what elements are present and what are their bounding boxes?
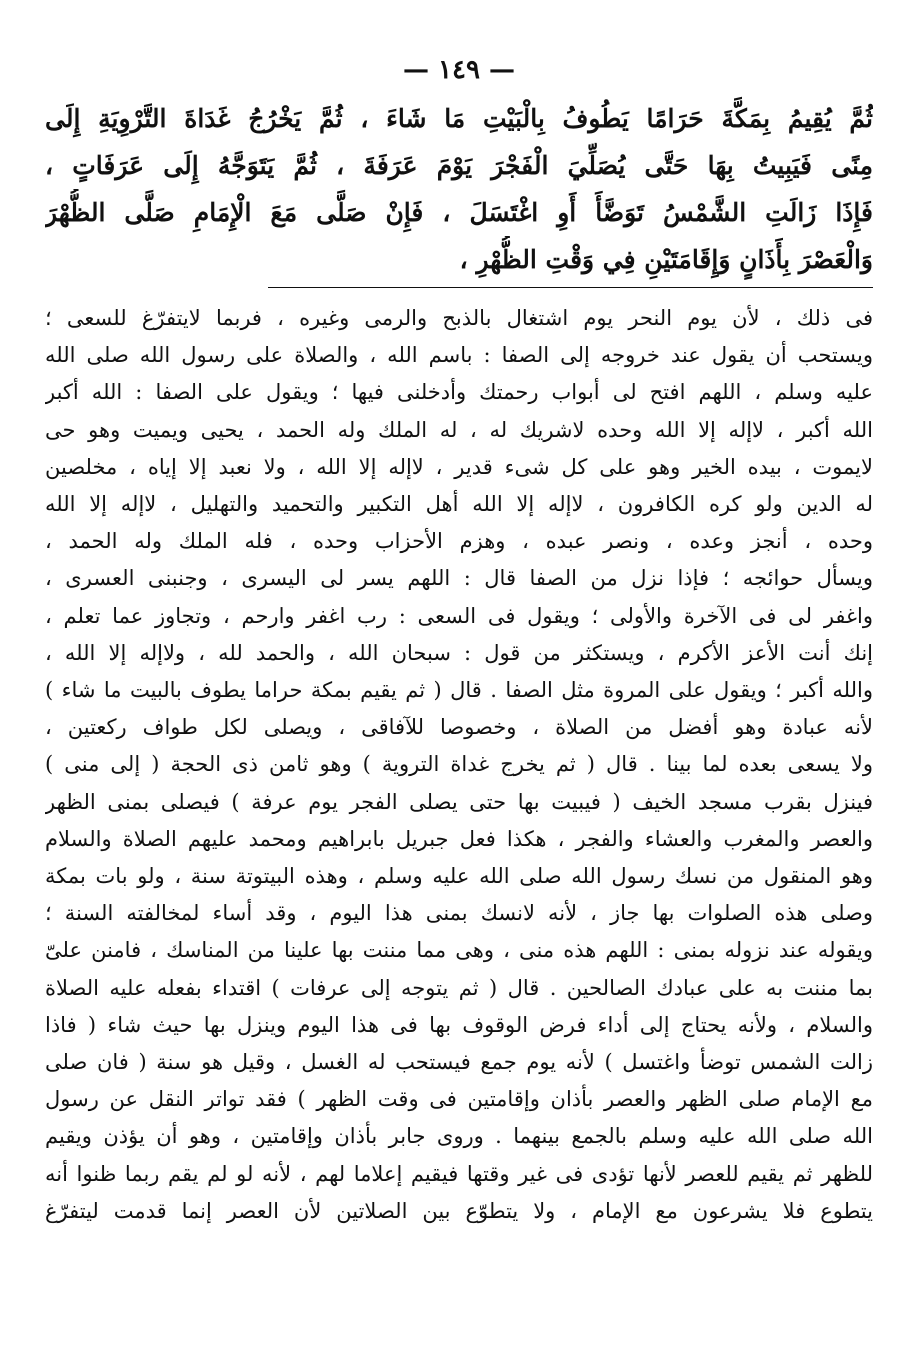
commentary-line: فى ذلك ، لأن يوم النحر يوم اشتغال بالذبح والرمى وغيره ، فربما لايتفرّغ للسعى ؛	[45, 306, 873, 330]
commentary-line: لايموت ، بيده الخير وهو على كل شىء قدير ، لاإله إلا الله ، ولا نعبد إلا إياه ، مخلصين	[45, 454, 873, 479]
main-text-line: مِنًى فَيَبِيتُ بِهَا حَتَّى يُصَلِّيَ الْفَجْرَ يَوْمَ عَرَفَةَ ، ثُمَّ يَتَوَجَّهُ إِلَى عَرَفَاتٍ ،	[45, 151, 873, 180]
commentary-text-block	[45, 300, 873, 1230]
commentary-line: وهو المنقول من نسك رسول الله صلى الله عليه وسلم ، وهذه البيتوتة سنة ، ولو بات بمكة	[45, 864, 873, 889]
main-text-line: فَإِذَا زَالَتِ الشَّمْسُ تَوَضَّأَ أَوِ اغْتَسَلَ ، فَإِنْ صَلَّى مَعَ الْإِمَامِ صَلَّى الظُّهْرَ	[45, 198, 873, 227]
commentary-line: زالت الشمس توضأ واغتسل ) لأنه يوم جمع فيستحب له الغسل ، وقيل هو سنة ( فان صلى	[45, 1050, 873, 1075]
commentary-line: الله صلى الله عليه وسلم بالجمع بينهما . وروى جابر بأذان وإقامتين ، وهو أن يؤذن ويقيم	[45, 1124, 873, 1149]
commentary-line: ويسأل حوائجه ؛ فإذا نزل من الصفا قال : اللهم يسر لى اليسرى ، وجنبنى العسرى ،	[45, 566, 873, 591]
commentary-line: الله أكبر ، لاإله إلا الله وحده لاشريك له ، له الملك وله الحمد ، يحيى ويميت وهو حى	[45, 417, 873, 442]
commentary-line: لأنه عبادة وهو أفضل من الصلاة ، وخصوصا للآفاقى ، ويصلى لكل طواف ركعتين ،	[45, 715, 873, 740]
commentary-line: ويقوله عند نزوله بمنى : اللهم هذه منى ، وهى مما مننت بها علينا من المناسك ، فامنن علىّ	[45, 938, 873, 963]
separator-rule	[268, 287, 873, 288]
commentary-line: ويستحب أن يقول عند خروجه إلى الصفا : باسم الله ، والصلاة على رسول الله صلى الله	[45, 343, 873, 368]
commentary-line: والله أكبر ؛ ويقول على المروة مثل الصفا . قال ( ثم يقيم بمكة حراما يطوف بالبيت ما شاء )	[45, 678, 873, 703]
commentary-line: مع الإمام صلى الظهر والعصر بأذان وإقامتين فى وقت الظهر ) فقد تواتر النقل عن رسول	[45, 1087, 873, 1112]
commentary-line: بما مننت به على عبادك الصالحين . قال ( ثم يتوجه إلى عرفات ) اقتداء بفعله عليه الصلاة	[45, 975, 873, 1000]
commentary-line: والسلام ، ولأنه يحتاج إلى أداء فرض الوقوف بها فى هذا اليوم وينزل بها حيث شاء ( فاذا	[45, 1012, 873, 1037]
main-text-block	[45, 95, 873, 283]
commentary-line: له الدين ولو كره الكافرون ، لاإله إلا الله أهل التكبير والتحميد والتهليل ، لاإله إلا الله	[45, 492, 873, 517]
commentary-line: واغفر لى فى الآخرة والأولى ؛ ويقول فى السعى : رب اغفر وارحم ، وتجاوز عما تعلم ،	[45, 603, 873, 628]
commentary-line: للظهر ثم يقيم للعصر لأنها تؤدى فى غير وقتها فيقيم إعلاما لهم ، لأنه لو لم يقم ربما ظنوا أنه	[45, 1161, 873, 1186]
main-text-line: وَالْعَصْرَ بِأَذَانٍ وَإِقَامَتَيْنِ فِي وَقْتِ الظُّهْرِ ،	[459, 245, 873, 274]
commentary-line: يتطوع فلا يشرعون مع الإمام ، ولا يتطوّع بين الصلاتين لأن العصر إنما قدمت ليتفرّغ	[45, 1198, 873, 1223]
commentary-line: إنك أنت الأعز الأكرم ، ويستكثر من قول : سبحان الله ، والحمد لله ، ولاإله إلا الله ،	[45, 640, 873, 665]
commentary-line: وحده ، أنجز وعده ، ونصر عبده ، وهزم الأحزاب وحده ، فله الملك وله الحمد ،	[45, 529, 873, 554]
commentary-line: عليه وسلم ، اللهم افتح لى أبواب رحمتك وأدخلنى فيها ؛ ويقول على الصفا : الله أكبر	[45, 380, 873, 405]
commentary-line: ولا يسعى بعده لما بينا . قال ( ثم يخرج غداة التروية ) وهو ثامن ذى الحجة ( إلى منى )	[45, 752, 873, 777]
commentary-line: فينزل بقرب مسجد الخيف ( فيبيت بها حتى يصلى الفجر يوم عرفة ) فيصلى بمنى الظهر	[45, 789, 873, 814]
main-text-line: ثُمَّ يُقِيمُ بِمَكَّةَ حَرَامًا يَطُوفُ بِالْبَيْتِ مَا شَاءَ ، ثُمَّ يَخْرُجُ غَدَاةَ التَّرْوِيَةِ إِلَى	[45, 104, 873, 133]
page-number: — ١٤٩ —	[402, 55, 516, 85]
commentary-line: والعصر والمغرب والعشاء والفجر ، هكذا فعل جبريل بابراهيم ومحمد عليهم الصلاة والسلام	[45, 826, 873, 851]
commentary-line: وصلى هذه الصلوات بها جاز ، لأنه لانسك بمنى هذا اليوم ، وقد أساء لمخالفته السنة ؛	[45, 901, 873, 926]
